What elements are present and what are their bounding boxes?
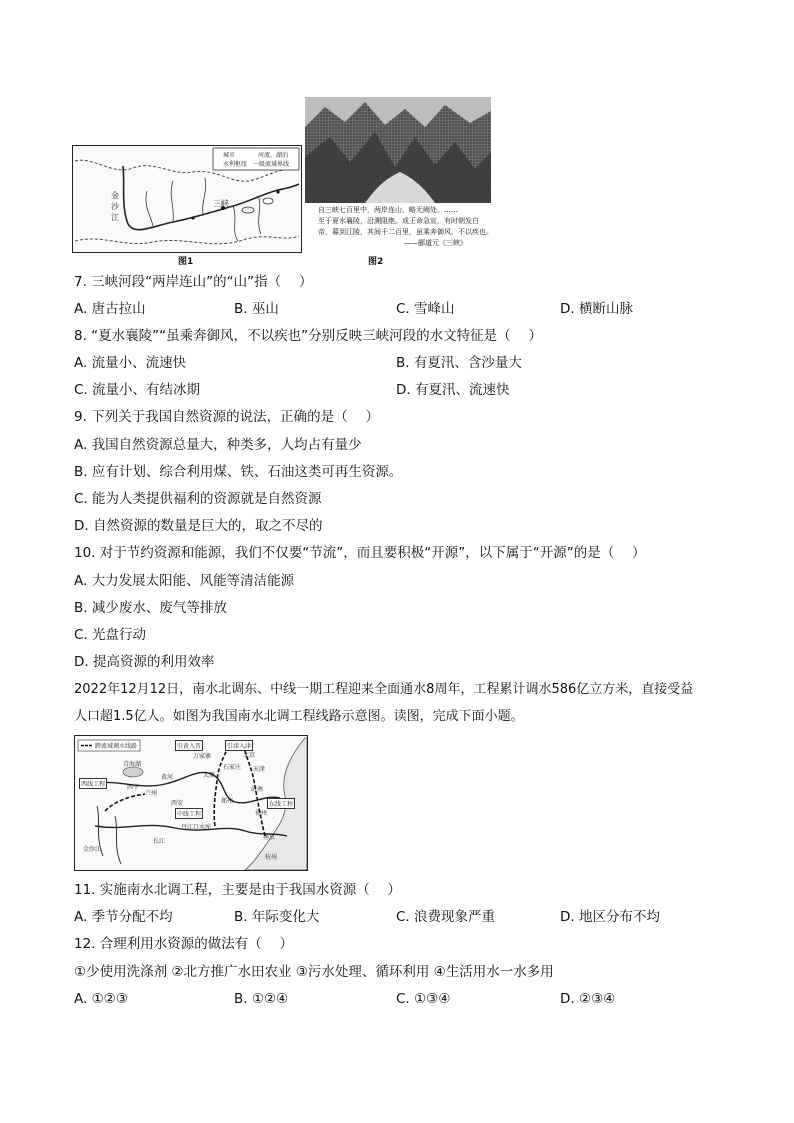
question-8: 8. “夏水襄陵”“虽乘奔御风，不以疾也”分别反映三峡河段的水文特征是（ ） xyxy=(74,328,542,344)
q11-option-c[interactable]: C. 浪费现象严重 xyxy=(396,909,496,925)
q7-option-c[interactable]: C. 雪峰山 xyxy=(396,301,455,317)
fig3-label-tianjin: 天津 xyxy=(253,766,266,773)
q10-option-c[interactable]: C. 光盘行动 xyxy=(74,627,147,643)
q12-option-d[interactable]: D. ②③④ xyxy=(560,991,616,1007)
label-jin: 金 xyxy=(111,191,119,200)
q11-option-d[interactable]: D. 地区分布不均 xyxy=(560,909,660,925)
question-12: 12. 合理利用水资源的做法有（ ） xyxy=(74,936,294,952)
fig3-label-xuzhou: 徐州 xyxy=(255,810,268,817)
gorge-landscape-image xyxy=(305,97,491,203)
label-sha: 沙 xyxy=(111,202,119,211)
q11-option-b[interactable]: B. 年际变化大 xyxy=(234,909,320,925)
q7-option-d[interactable]: D. 横断山脉 xyxy=(560,301,633,317)
fig3-label-xian: 西安 xyxy=(171,800,184,807)
fig3-label-danjiangkou: 丹江口水库 xyxy=(181,824,212,831)
figure2-caption: 图2 xyxy=(368,257,384,267)
q12-option-b[interactable]: B. ①②④ xyxy=(234,991,289,1007)
poem-line-2: 至于夏水襄陵，沿溯阻绝。或王命急宣，有时朝发白 xyxy=(318,217,479,225)
q12-items: ①少使用洗涤剂 ②北方推广水田农业 ③污水处理、循环利用 ④生活用水一水多用 xyxy=(74,964,554,980)
poem-line-3: 帝，暮到江陵，其间千二百里，虽乘奔御风，不以疾也。 xyxy=(318,228,493,236)
fig3-box-middle: 中线工程 xyxy=(175,808,203,819)
q9-option-c[interactable]: C. 能为人类提供福利的资源就是自然资源 xyxy=(74,491,322,507)
figure3-map xyxy=(74,735,308,871)
fig3-label-zhengzhou: 郑州 xyxy=(221,798,234,805)
fig3-box-east: 东线工程 xyxy=(267,798,295,809)
question-7: 7. 三峡河段“两岸连山”的“山”指（ ） xyxy=(74,274,313,290)
fig3-label-nanjing: 南京 xyxy=(263,834,276,841)
fig3-label-xining: 西宁 xyxy=(127,784,140,791)
q10-option-b[interactable]: B. 减少废水、废气等排放 xyxy=(74,600,227,616)
figure1-caption: 图1 xyxy=(178,257,194,267)
label-jiang: 江 xyxy=(111,213,119,222)
fig3-label-wanjiazhai: 万家寨 xyxy=(193,753,212,760)
figure2-photo xyxy=(305,97,491,203)
figure1-map xyxy=(72,145,302,253)
q9-option-a[interactable]: A. 我国自然资源总量大，种类多，人均占有量少 xyxy=(74,437,362,453)
legend-city: 城市 xyxy=(223,152,236,159)
fig3-label-hangzhou: 杭州 xyxy=(265,854,278,861)
legend-boundary: 一级流域界线 xyxy=(253,161,290,168)
question-11: 11. 实施南水北调工程，主要是由于我国水资源（ ） xyxy=(74,882,402,898)
fig3-label-shijiazhuang: 石家庄 xyxy=(223,764,242,771)
fig3-label-qinghaihu: 青海湖 xyxy=(123,761,142,768)
q9-option-b[interactable]: B. 应有计划、综合利用煤、铁、石油这类可再生资源。 xyxy=(74,464,403,480)
q10-option-a[interactable]: A. 大力发展太阳能、风能等清洁能源 xyxy=(74,573,295,589)
q8-option-a[interactable]: A. 流量小、流速快 xyxy=(74,355,187,371)
q8-option-b[interactable]: B. 有夏汛、含沙量大 xyxy=(396,355,522,371)
q11-option-a[interactable]: A. 季节分配不均 xyxy=(74,909,173,925)
q7-option-b[interactable]: B. 巫山 xyxy=(234,301,279,317)
poem-line-1: 自三峡七百里中，两岸连山，略无阙处。…… xyxy=(318,206,458,214)
question-9: 9. 下列关于我国自然资源的说法，正确的是（ ） xyxy=(74,409,379,425)
q7-option-a[interactable]: A. 唐古拉山 xyxy=(74,301,146,317)
passage-line-1: 2022年12月12日，南水北调东、中线一期工程迎来全面通水8周年，工程累计调水586亿立方米，直接受益 xyxy=(74,682,694,697)
fig3-box-west: 西线工程 xyxy=(79,778,107,789)
fig3-label-changjiang: 长江 xyxy=(153,838,166,845)
fig3-box-yinluan: 引滦入津 xyxy=(225,740,253,751)
fig3-label-jinshajiang: 金沙江 xyxy=(83,846,102,853)
q8-option-c[interactable]: C. 流量小、有结冰期 xyxy=(74,382,201,398)
fig3-label-beijing: 北京 xyxy=(243,752,256,759)
passage-line-2: 人口超1.5亿人。如图为我国南水北调工程线路示意图。读图，完成下面小题。 xyxy=(74,709,524,724)
label-sanxia: 三峡 xyxy=(213,199,229,208)
fig3-label-jinan: 济南 xyxy=(251,786,264,793)
legend-river: 河流、湖泊 xyxy=(258,152,289,159)
q12-option-c[interactable]: C. ①③④ xyxy=(396,991,451,1007)
legend-dam: 水利枢纽 xyxy=(223,161,248,168)
fig3-legend: 跨流域调水线路 xyxy=(95,743,138,750)
fig3-label-taiyuan: 太原 xyxy=(203,772,216,779)
fig3-label-huanghe: 黄河 xyxy=(161,774,174,781)
q12-option-a[interactable]: A. ①②③ xyxy=(74,991,128,1007)
fig3-box-yinhuang: 引黄入晋 xyxy=(175,740,203,751)
fig3-label-lanzhou: 兰州 xyxy=(145,790,158,797)
poem-line-4: ——郦道元《三峡》 xyxy=(404,239,467,247)
q8-option-d[interactable]: D. 有夏汛、流速快 xyxy=(396,382,510,398)
q10-option-d[interactable]: D. 提高资源的利用效率 xyxy=(74,654,215,670)
q9-option-d[interactable]: D. 自然资源的数量是巨大的，取之不尽的 xyxy=(74,518,323,534)
question-10: 10. 对于节约资源和能源，我们不仅要“节流”，而且要积极“开源”，以下属于“开源”的是（ ） xyxy=(74,545,646,561)
